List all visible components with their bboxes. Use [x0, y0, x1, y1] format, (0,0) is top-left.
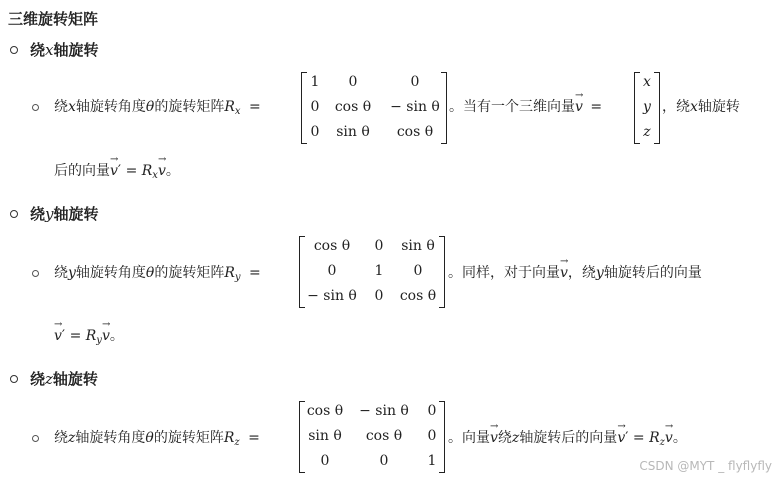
- section-heading-z: [30, 368, 98, 389]
- text: ，绕: [567, 265, 596, 281]
- theta: θ: [145, 430, 154, 446]
- matrix-cell: sin θ: [308, 428, 342, 444]
- text: 的旋转矩阵: [154, 99, 225, 115]
- column-vector: [634, 72, 660, 144]
- text: 。: [165, 163, 180, 179]
- vector-v: → v: [158, 161, 166, 181]
- vector-v: → v: [665, 428, 673, 448]
- text: 。: [672, 430, 687, 446]
- matrix-cell: 0: [348, 74, 358, 90]
- section-heading-x: [30, 39, 99, 60]
- prime: ′: [625, 430, 629, 446]
- matrix-cell: 1: [427, 453, 437, 469]
- text: 轴旋转角度: [75, 265, 146, 281]
- section-bullet: [10, 46, 18, 54]
- equals: =: [249, 265, 261, 281]
- R: R: [141, 163, 153, 179]
- var: x: [690, 99, 698, 115]
- sub-bullet: [32, 104, 39, 111]
- heading-text: 轴旋转: [53, 41, 99, 59]
- x-rotation-line-2: [54, 161, 180, 186]
- section-bullet: [10, 210, 18, 218]
- R-sub: z: [234, 437, 240, 448]
- text: 轴旋转角度: [75, 430, 146, 446]
- heading-text: 绕: [30, 205, 46, 223]
- sub-bullet: [32, 435, 39, 442]
- text: 轴旋转: [697, 99, 740, 115]
- vector-v: → v: [560, 263, 568, 283]
- matrix-cell: 0: [374, 238, 384, 254]
- vector-v: → v: [54, 326, 62, 346]
- vector-cell: y: [643, 99, 651, 115]
- text: 轴旋转后的向量: [603, 265, 702, 281]
- equals: =: [632, 430, 645, 446]
- var: y: [595, 265, 604, 281]
- var: x: [68, 99, 76, 115]
- heading-var: x: [45, 41, 54, 59]
- var: y: [68, 265, 76, 281]
- vector-cell: z: [643, 124, 651, 140]
- page-title: 三维旋转矩阵: [8, 10, 99, 28]
- heading-text: 轴旋转: [53, 205, 99, 223]
- matrix-cell: 0: [410, 74, 420, 90]
- matrix-cell: − sin θ: [359, 403, 409, 419]
- theta: θ: [145, 99, 155, 115]
- text: 。: [109, 328, 124, 344]
- rotation-matrix-x: [301, 72, 447, 144]
- x-rotation-tail: [662, 97, 740, 117]
- heading-text: 轴旋转: [52, 370, 98, 388]
- R-sub: x: [234, 106, 241, 117]
- matrix-cell: 0: [310, 124, 320, 140]
- text: 的旋转矩阵: [154, 265, 225, 281]
- equals: =: [590, 99, 603, 115]
- matrix-cell: − sin θ: [307, 288, 357, 304]
- y-rotation-tail: [448, 263, 702, 283]
- text: 绕: [54, 99, 68, 115]
- text: 轴旋转后的向量: [519, 430, 618, 446]
- R-sub: y: [96, 335, 102, 346]
- matrix-cell: 0: [327, 263, 337, 279]
- prime: ′: [117, 163, 122, 179]
- matrix-cell: − sin θ: [390, 99, 440, 115]
- vector-v: → v: [102, 326, 110, 346]
- R: R: [85, 328, 97, 344]
- z-rotation-line-1: [54, 428, 260, 453]
- matrix-cell: 0: [320, 453, 330, 469]
- equals: =: [69, 328, 82, 344]
- R: R: [223, 430, 235, 446]
- theta: θ: [145, 265, 155, 281]
- heading-var: y: [45, 205, 54, 223]
- text: 。同样，对于向量: [448, 265, 560, 281]
- heading-text: 绕: [30, 370, 46, 388]
- text: 绕: [54, 430, 68, 446]
- matrix-cell: cos θ: [365, 428, 403, 444]
- matrix-cell: 1: [374, 263, 384, 279]
- matrix-cell: 0: [374, 288, 384, 304]
- vector-v: → v: [490, 428, 498, 448]
- text: 的旋转矩阵: [153, 430, 224, 446]
- z-rotation-tail: [448, 428, 687, 453]
- equals: =: [248, 430, 260, 446]
- matrix-cell: 0: [379, 453, 389, 469]
- x-rotation-line-1: [54, 97, 261, 122]
- matrix-cell: 0: [310, 99, 320, 115]
- rotation-matrix-y: [299, 236, 445, 308]
- R-sub: y: [234, 272, 241, 283]
- equals: =: [125, 163, 138, 179]
- rotation-matrix-z: [299, 401, 445, 473]
- matrix-cell: 1: [310, 74, 320, 90]
- matrix-cell: sin θ: [401, 238, 435, 254]
- section-heading-y: [30, 203, 99, 224]
- vector-v: → v: [575, 97, 583, 117]
- y-rotation-line-2: [54, 326, 124, 351]
- matrix-cell: cos θ: [306, 403, 344, 419]
- equals: =: [248, 99, 261, 115]
- section-bullet: [10, 375, 18, 383]
- y-rotation-line-1: [54, 263, 261, 288]
- R: R: [224, 265, 235, 281]
- matrix-cell: cos θ: [334, 99, 372, 115]
- R: R: [224, 99, 235, 115]
- vector-v: → v: [617, 428, 625, 448]
- text: 轴旋转角度: [75, 99, 146, 115]
- R: R: [649, 430, 660, 446]
- R-sub: z: [659, 437, 665, 448]
- text: 。当有一个三维向量: [449, 99, 575, 115]
- var: z: [68, 430, 76, 446]
- matrix-cell: cos θ: [313, 238, 351, 254]
- text: 。向量: [448, 430, 490, 446]
- text: 绕: [54, 265, 68, 281]
- matrix-cell: cos θ: [399, 288, 437, 304]
- watermark: CSDN @MYT _ flyflyfly: [639, 459, 772, 473]
- sub-bullet: [32, 270, 39, 277]
- prime: ′: [61, 328, 66, 344]
- matrix-cell: 0: [427, 403, 437, 419]
- text: 绕: [497, 430, 512, 446]
- heading-var: z: [45, 370, 53, 388]
- vector-v: → v: [110, 161, 118, 181]
- matrix-cell: 0: [427, 428, 437, 444]
- matrix-cell: sin θ: [336, 124, 370, 140]
- x-rotation-vector-text: [449, 97, 602, 117]
- matrix-cell: cos θ: [396, 124, 434, 140]
- heading-text: 绕: [30, 41, 46, 59]
- var: z: [511, 430, 520, 446]
- vector-cell: x: [643, 74, 651, 90]
- text: ，绕: [662, 99, 690, 115]
- text: 后的向量: [54, 163, 110, 179]
- matrix-cell: 0: [413, 263, 423, 279]
- R-sub: x: [152, 170, 158, 181]
